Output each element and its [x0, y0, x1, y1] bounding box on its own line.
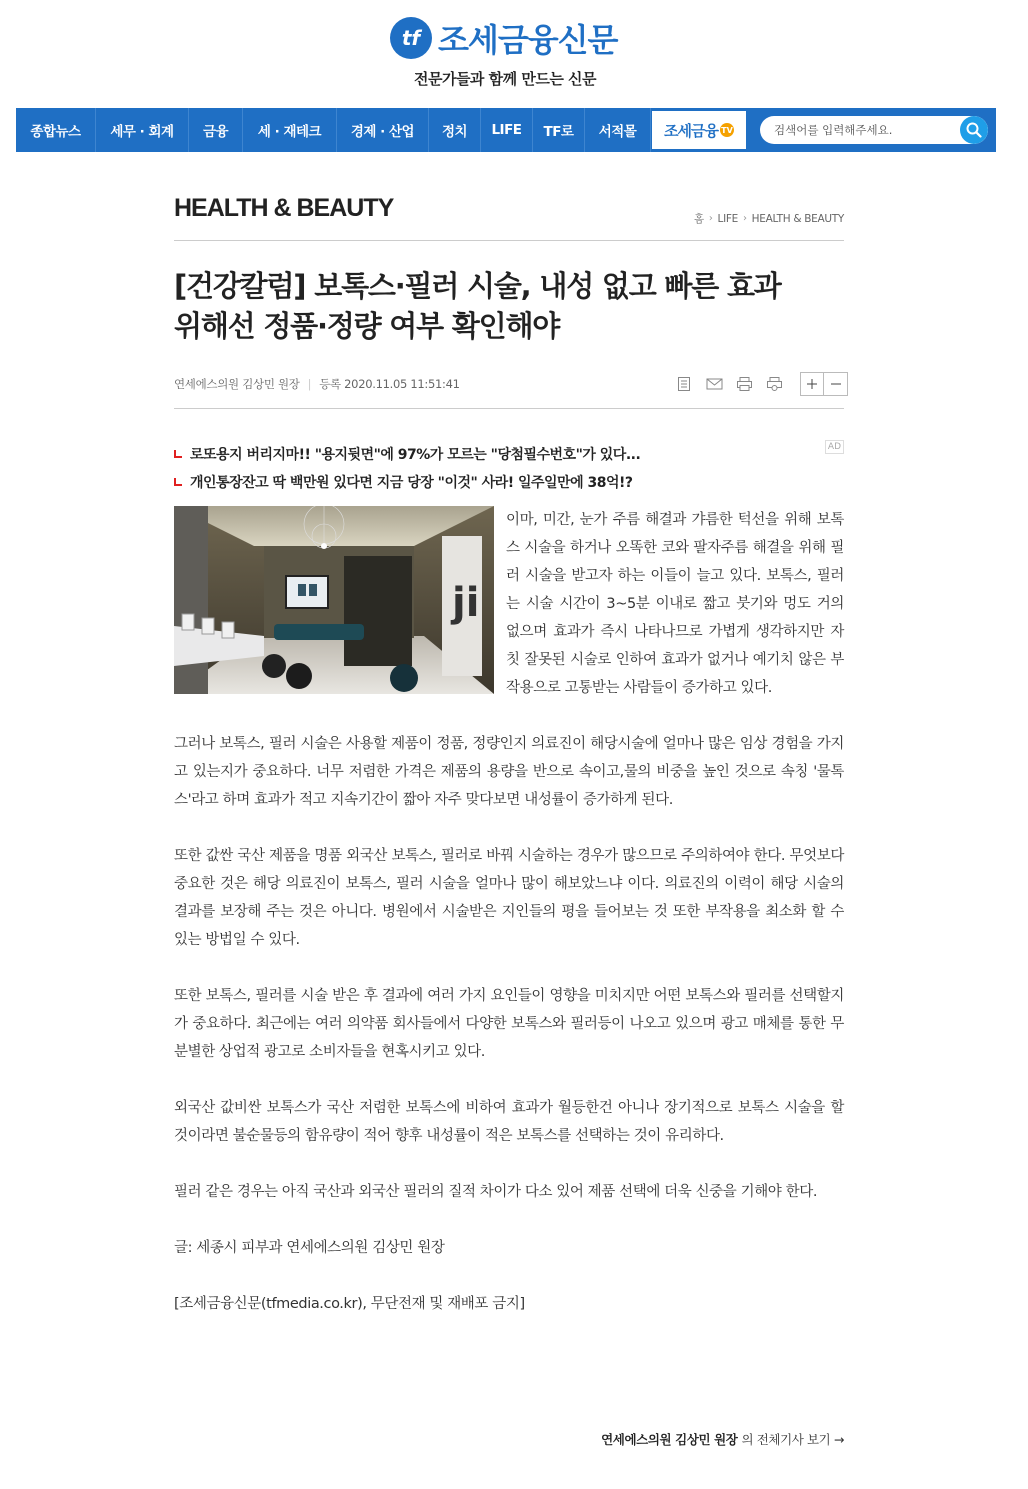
print-button[interactable] [732, 372, 756, 396]
nav-item-finance[interactable]: 금융 [189, 108, 243, 152]
breadcrumb-chevron-icon: › [708, 213, 713, 224]
sponsored-link[interactable] [174, 440, 844, 468]
print-icon [736, 376, 753, 392]
tv-label: 조세금융 [664, 121, 718, 140]
article-list-button[interactable] [672, 372, 696, 396]
article-byline [174, 376, 460, 392]
article-body [174, 506, 844, 1346]
email-button[interactable] [702, 372, 726, 396]
search-input[interactable] [760, 116, 960, 144]
article-paragraph: 또한 값싼 국산 제품을 명품 외국산 보톡스, 필러로 바꿔 시술하는 경우가 많으므로 주의하여야 한다. 무엇보다 중요한 것은 해당 의료진이 보톡스, 필러 시술을 얼마나 많이 해보았느냐 이다. 의료진의 이력이 해당 시술의 결과를 보장해 주는 것은 아니다. 병원에서 시술받은 지인들의 평을 들어보는 것 또한 부작용을 최소화 할 수 있는 방법일 수 있다. [174, 848, 844, 948]
nav-item-economy[interactable]: 경제 · 산업 [337, 108, 429, 152]
bullet-icon [174, 478, 182, 486]
article-tools [672, 372, 848, 396]
headline-line-1: [건강칼럼] 보톡스·필러 시술, 내성 없고 빠른 효과 [174, 269, 781, 303]
mail-icon [706, 377, 723, 391]
minus-icon [831, 379, 841, 389]
masthead [0, 0, 1028, 108]
nav-item-life[interactable]: LIFE [481, 108, 533, 152]
article-paragraph: 또한 보톡스, 필러를 시술 받은 후 결과에 여러 가지 요인들이 영향을 미치지만 어떤 보톡스와 필러를 선택할지가 중요하다. 최근에는 여러 의약품 회사들에서 다양한 보톡스와 필러등이 나오고 있으며 광고 매체를 통한 무분별한 상업적 광고로 소비자들을 현혹시키고 있다. [174, 988, 844, 1060]
site-tagline: 전문가들과 함께 만드는 신문 [413, 70, 597, 88]
more-author-name: 연세에스의원 김상민 원장 [601, 1432, 738, 1447]
publish-date: 등록 2020.11.05 11:51:41 [319, 377, 460, 391]
svg-text:ji: ji [452, 580, 480, 626]
sponsored-link-text: 개인통장잔고 딱 백만원 있다면 지금 당장 "이것" 사라! 일주일만에 38억!? [190, 475, 633, 491]
nav-tv-link[interactable] [651, 110, 747, 150]
site-logo[interactable] [390, 16, 617, 60]
section-title: HEALTH & BEAUTY [174, 194, 394, 222]
nav-item-tf[interactable]: TF로 [533, 108, 585, 152]
article-headline [174, 266, 844, 346]
logo-mark-icon: tf [390, 17, 432, 59]
breadcrumb-chevron-icon: › [742, 213, 747, 224]
print-preview-icon [766, 376, 783, 392]
search-button[interactable] [960, 116, 988, 144]
breadcrumb-section[interactable]: HEALTH & BEAUTY [751, 212, 844, 225]
search-icon [966, 122, 982, 138]
article-icon [676, 376, 692, 392]
author-name[interactable]: 연세에스의원 김상민 원장 [174, 377, 300, 391]
author-all-articles-link[interactable] [601, 1430, 844, 1448]
print-preview-button[interactable] [762, 372, 786, 396]
plus-icon [807, 379, 817, 389]
font-decrease-button[interactable] [824, 372, 848, 396]
more-suffix: 의 전체기사 보기 → [741, 1432, 844, 1447]
logo-text: 조세금융신문 [438, 21, 618, 59]
article-paragraph: 그러나 보톡스, 필러 시술은 사용할 제품이 정품, 정량인지 의료진이 해당시술에 얼마나 많은 임상 경험을 가지고 있는지가 중요하다. 너무 저렴한 가격은 제품의 용량을 반으로 속이고,물의 비중을 높인 것으로 속칭 '물톡스'라고 하며 효과가 적고 지속기간이 짧아 자주 맞다보면 내성률이 증가하게 된다. [174, 736, 844, 808]
image-float-spacer [174, 506, 494, 698]
article-signature: 글: 세종시 피부과 연세에스의원 김상민 원장 [174, 1240, 445, 1256]
bullet-icon [174, 450, 182, 458]
article-paragraph: 외국산 값비싼 보톡스가 국산 저렴한 보톡스에 비하여 효과가 월등한건 아니나 장기적으로 보톡스 시술을 할 것이라면 불순물등의 함유량이 적어 향후 내성률이 적은 보톡스를 선택하는 것이 유리하다. [174, 1100, 844, 1144]
sponsored-link[interactable] [174, 468, 844, 496]
nav-item-tax-accounting[interactable]: 세무 · 회계 [96, 108, 189, 152]
nav-item-news[interactable]: 종합뉴스 [16, 108, 96, 152]
sponsored-link-text: 로또용지 버리지마!! "용지뒷면"에 97%가 모르는 "당첨필수번호"가 있다... [190, 447, 641, 463]
breadcrumb-home[interactable]: 홈 [694, 213, 704, 225]
article-paragraph: 필러 같은 경우는 아직 국산과 외국산 필러의 질적 차이가 다소 있어 제품 선택에 더욱 신중을 기해야 한다. [174, 1184, 818, 1200]
font-increase-button[interactable] [800, 372, 824, 396]
tv-badge-icon: TV [720, 123, 734, 137]
section-divider [174, 240, 844, 241]
breadcrumb [694, 211, 844, 226]
article-paragraph: 이마, 미간, 눈가 주름 해결과 갸름한 턱선을 위해 보톡스 시술을 하거나 오똑한 코와 팔자주름 해결을 위해 필러 시술을 받고자 하는 이들이 늘고 있다. 보톡스, 필러는 시술 시간이 3~5분 이내로 짧고 붓기와 멍도 거의 없으며 효과가 즉시 나타나므로 가볍게 생각하지만 자칫 잘못된 시술로 인하여 효과가 없거나 예기치 않은 부작용으로 고통받는 사람들이 증가하고 있다. [506, 512, 844, 696]
ad-tag: AD [825, 440, 844, 454]
byline-separator: | [307, 377, 312, 391]
nav-item-tax-investment[interactable]: 세 · 재테크 [243, 108, 337, 152]
breadcrumb-life[interactable]: LIFE [717, 212, 738, 225]
headline-line-2: 위해선 정품·정량 여부 확인해야 [174, 309, 560, 343]
sponsored-links [174, 440, 844, 496]
main-nav [16, 108, 996, 152]
search-box [760, 116, 988, 144]
byline-divider [174, 408, 844, 409]
font-size-controls [800, 372, 848, 396]
nav-item-bookstore[interactable]: 서적몰 [585, 108, 651, 152]
copyright-notice: [조세금융신문(tfmedia.co.kr), 무단전재 및 재배포 금지] [174, 1296, 525, 1312]
nav-item-politics[interactable]: 정치 [429, 108, 481, 152]
